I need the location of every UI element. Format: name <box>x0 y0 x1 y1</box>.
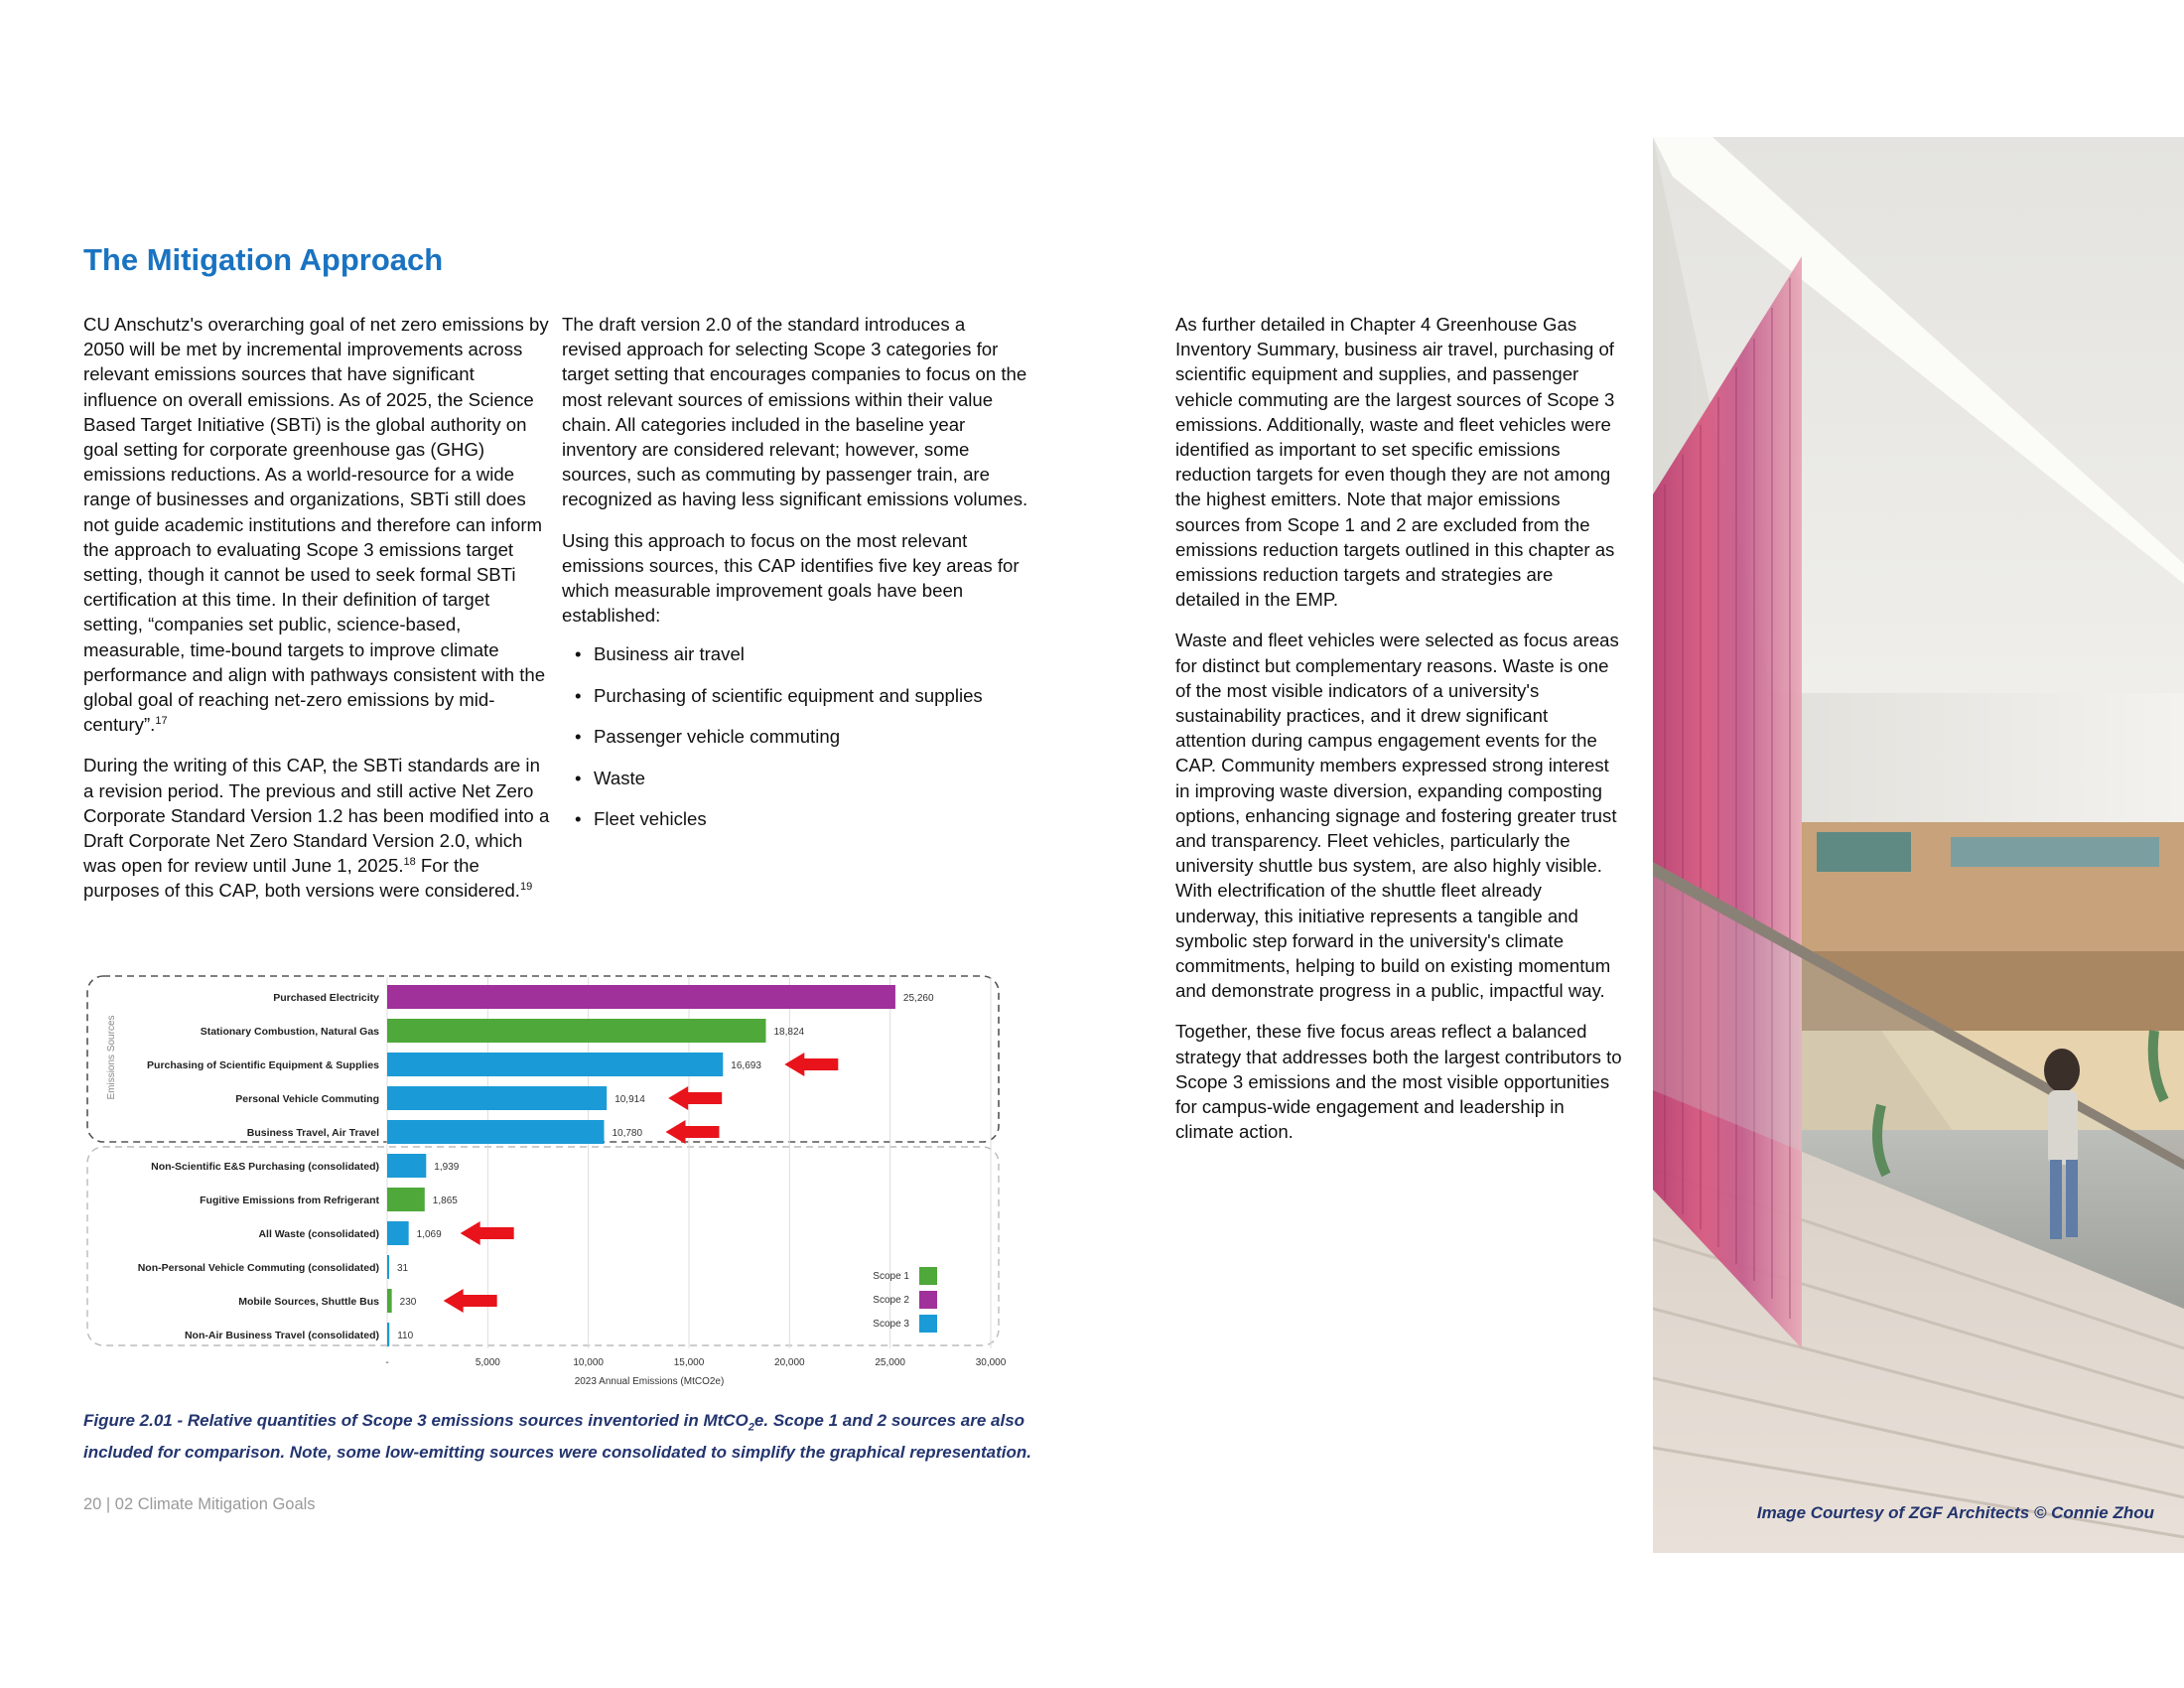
bar <box>387 1188 425 1211</box>
group-box-bottom <box>87 1147 999 1345</box>
value-label: 230 <box>399 1297 417 1308</box>
text-column-3 <box>1175 312 1622 1161</box>
category-label: Personal Vehicle Commuting <box>235 1093 379 1105</box>
focus-areas-list <box>562 641 1028 831</box>
legend-label: Scope 1 <box>873 1271 909 1282</box>
footnote-ref: 18 <box>403 856 416 869</box>
value-label: 110 <box>397 1331 414 1341</box>
x-axis-title: 2023 Annual Emissions (MtCO2e) <box>574 1376 725 1387</box>
paragraph: During the writing of this CAP, the SBTi standards are in a revision period. The previous and still active Net Zero Corporate Standard Version 1.2 has been modified into a Draft Corporate Net Zero Standard Version 2.0, which was open for review until June 1, 2025.18 For the purposes of this CAP, both versions were considered.$^{19}$ <box>83 755 550 902</box>
category-label: Non-Personal Vehicle Commuting (consolidated) <box>137 1262 379 1274</box>
paragraph: Together, these five focus areas reflect a balanced strategy that addresses both the largest contributors to Scope 3 emissions and the most visible opportunities for campus-wide engagement and leadership in climate action. <box>1175 1021 1622 1143</box>
value-label: 10,780 <box>612 1128 643 1139</box>
legend-swatch <box>919 1291 937 1309</box>
category-label: Purchasing of Scientific Equipment & Supplies <box>147 1059 379 1071</box>
highlight-arrow <box>665 1120 719 1144</box>
page-footer: 20 | 02 Climate Mitigation Goals <box>83 1495 316 1513</box>
list-item: • Purchasing of scientific equipment and supplies <box>562 683 1028 708</box>
bar <box>387 1154 426 1178</box>
paragraph: CU Anschutz's overarching goal of net zero emissions by 2050 will be met by incremental improvements across relevant emissions sources that have significant influence on overall emissions. As of 2025, the Science Based Target Initiative (SBTi) is the global authority on goal setting for corporate greenhouse gas (GHG) emissions reductions. As a world-resource for a wide range of businesses and organizations, SBTi still does not guide academic institutions and therefore can inform the approach to evaluating Scope 3 emissions target setting, though it cannot be used to seek formal SBTi certification at this time. In their definition of target setting, “companies set public, science-based, measurable, time-bound targets to improve climate performance and align with pathways consistent with the global goal of reaching net-zero emissions by mid-century”.$^{17}$ <box>83 314 549 736</box>
category-label: Mobile Sources, Shuttle Bus <box>238 1296 379 1308</box>
list-item: • Waste <box>562 766 1028 790</box>
value-label: 18,824 <box>773 1027 805 1038</box>
list-item: • Passenger vehicle commuting <box>562 724 1028 749</box>
y-axis-title: Emissions Sources <box>106 1015 117 1100</box>
category-label: All Waste (consolidated) <box>258 1228 379 1240</box>
figure-caption: Figure 2.01 - Relative quantities of Scope 3 emissions sources inventoried in MtCO$_2$e. Scope 1 and 2 sources are also included for comparison. Note, some low-emitting sources were consolidated to simplify the graphical representation. <box>83 1411 1032 1463</box>
text-column-2 <box>562 312 1028 847</box>
x-tick-label: 5,000 <box>475 1357 500 1368</box>
legend-swatch <box>919 1267 937 1285</box>
photo-credit: Image Courtesy of ZGF Architects © Connie Zhou <box>1756 1503 2154 1522</box>
legend-label: Scope 3 <box>873 1319 909 1330</box>
bar <box>387 1255 389 1279</box>
text-column-1 <box>83 312 550 919</box>
paragraph: The draft version 2.0 of the standard introduces a revised approach for selecting Scope 3 categories for target setting that encourages companies to focus on the most relevant sources of emissions within their value chain. All categories included in the baseline year inventory are considered relevant; however, some sources, such as commuting by passenger train, are recognized as having less significant emissions volumes. <box>562 314 1028 510</box>
list-item: • Business air travel <box>562 641 1028 666</box>
value-label: 31 <box>397 1263 409 1274</box>
x-tick-label: 10,000 <box>573 1357 604 1368</box>
bar <box>387 1019 765 1043</box>
highlight-arrow <box>444 1289 497 1313</box>
emissions-bar-chart <box>79 973 1013 1390</box>
footnote-ref: 19 <box>519 881 533 894</box>
x-tick-label: 30,000 <box>975 1357 1007 1368</box>
legend-label: Scope 2 <box>873 1295 909 1306</box>
highlight-arrow <box>461 1221 514 1245</box>
value-label: 25,260 <box>902 993 934 1004</box>
footnote-ref: 17 <box>155 715 168 728</box>
emissions-chart <box>79 973 1013 1390</box>
paragraph: As further detailed in Chapter 4 Greenhouse Gas Inventory Summary, business air travel, purchasing of scientific equipment and supplies, and passenger vehicle commuting are the largest sources of Scope 3 emissions. Additionally, waste and fleet vehicles were identified as important to set specific emissions reduction targets for even though they are not among the highest emitters. Note that major emissions sources from Scope 1 and 2 are excluded from the emissions reduction targets outlined in this chapter as emissions reduction targets and strategies are detailed in the EMP. <box>1175 314 1615 611</box>
atrium-photo <box>1653 137 2184 1553</box>
page-title: The Mitigation Approach <box>83 242 444 277</box>
legend-swatch <box>919 1315 937 1333</box>
x-tick-label: 20,000 <box>774 1357 805 1368</box>
category-label: Business Travel, Air Travel <box>246 1127 379 1139</box>
category-label: Non-Air Business Travel (consolidated) <box>184 1330 379 1341</box>
bar <box>387 1289 392 1313</box>
x-tick-label: 15,000 <box>673 1357 705 1368</box>
paragraph: Waste and fleet vehicles were selected as focus areas for distinct but complementary reasons. Waste is one of the most visible indicators of a university's sustainability practices, and it drew significant attention during campus engagement events for the CAP. Community members expressed strong interest in improving waste diversion, expanding composting options, enhancing signage and fostering greater trust and transparency. Fleet vehicles, particularly the university shuttle bus system, are also highly visible. With electrification of the shuttle fleet already underway, this initiative represents a tangible and symbolic step forward in the university's climate commitments, helping to build on existing momentum and demonstrate progress in a public, impactful way. <box>1175 630 1619 1002</box>
bar <box>387 1086 607 1110</box>
bar <box>387 1323 389 1346</box>
category-label: Fugitive Emissions from Refrigerant <box>200 1195 379 1206</box>
atrium-image <box>1653 137 2184 1553</box>
category-label: Purchased Electricity <box>273 992 379 1004</box>
bar <box>387 1053 723 1076</box>
category-label: Non-Scientific E&S Purchasing (consolidated) <box>151 1161 379 1173</box>
value-label: 1,939 <box>434 1162 460 1173</box>
list-item: • Fleet vehicles <box>562 806 1028 831</box>
bar <box>387 1120 604 1144</box>
value-label: 1,865 <box>432 1196 458 1206</box>
highlight-arrow <box>668 1086 722 1110</box>
x-tick-label: - <box>385 1357 389 1368</box>
x-tick-label: 25,000 <box>875 1357 905 1368</box>
category-label: Stationary Combustion, Natural Gas <box>200 1026 379 1038</box>
bar <box>387 985 895 1009</box>
value-label: 16,693 <box>731 1060 761 1071</box>
value-label: 1,069 <box>416 1229 442 1240</box>
bar <box>387 1221 409 1245</box>
paragraph: Using this approach to focus on the most relevant emissions sources, this CAP identifies five key areas for which measurable improvement goals have been established: <box>562 529 1020 627</box>
highlight-arrow <box>784 1053 838 1076</box>
value-label: 10,914 <box>614 1094 645 1105</box>
